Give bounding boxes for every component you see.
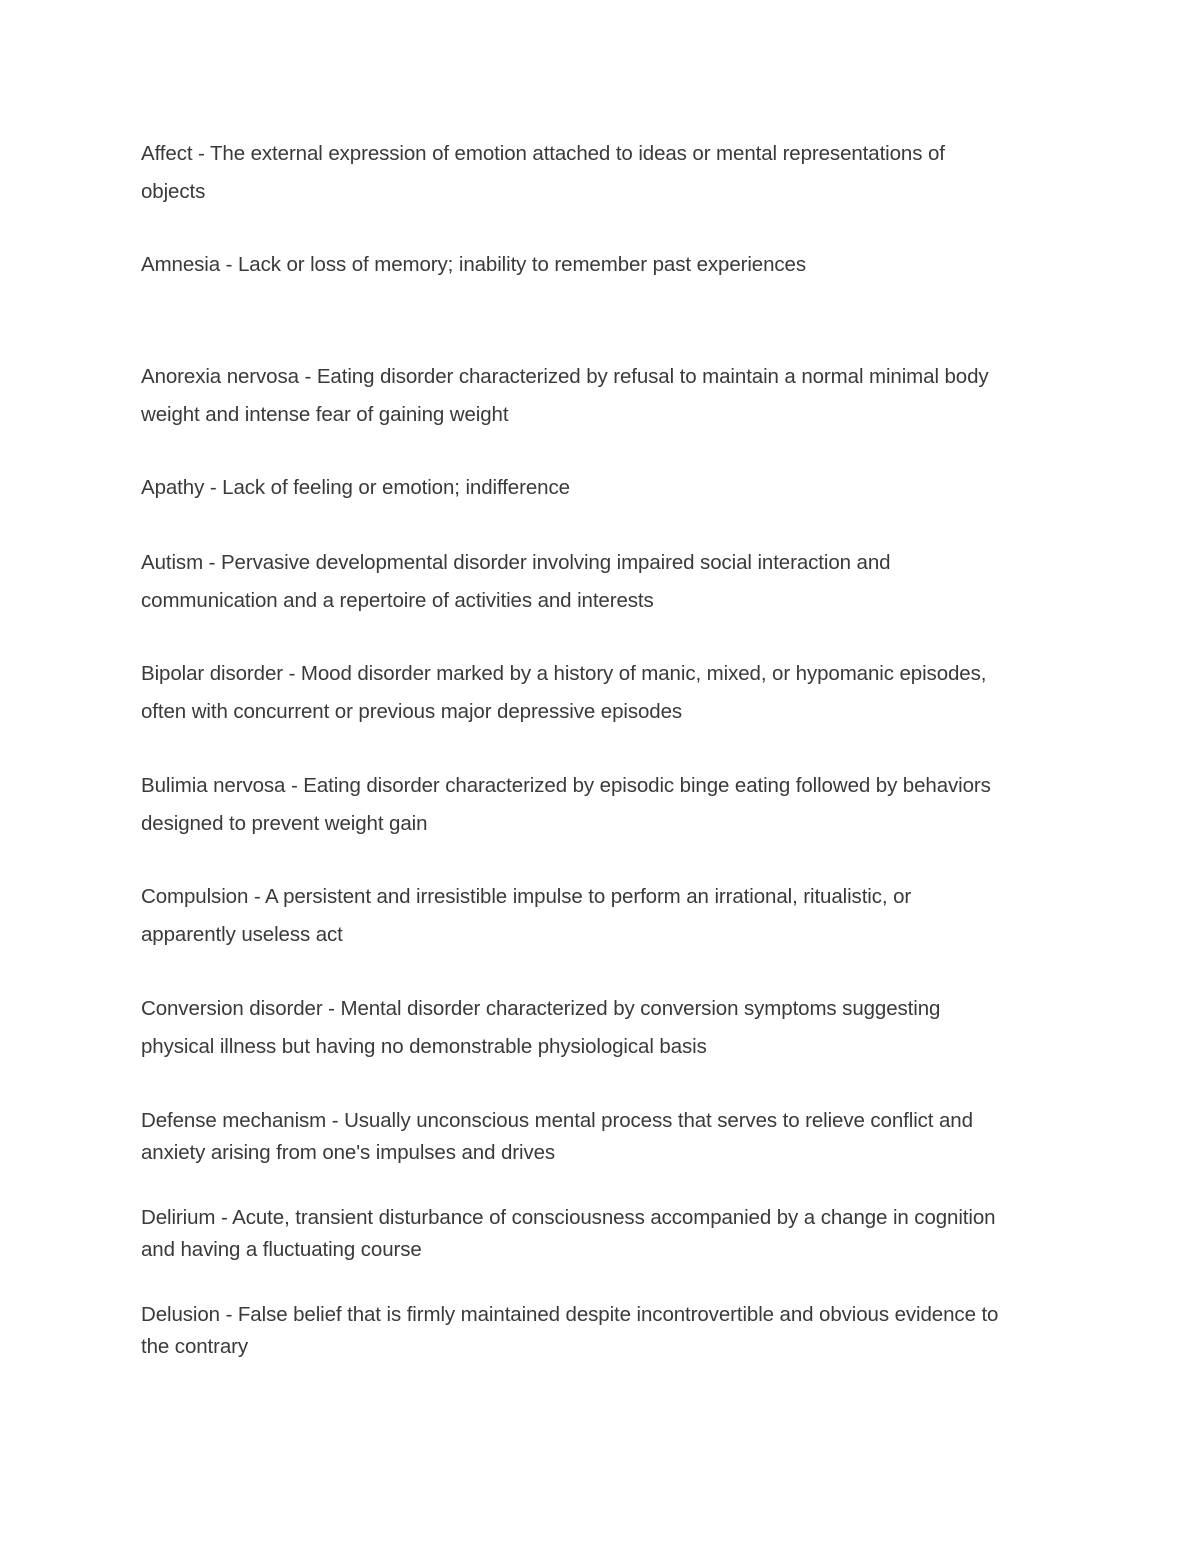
glossary-entry-autism: Autism - Pervasive developmental disorder involving impaired social interaction and communication and a repertoire of activities and interests <box>141 551 891 612</box>
glossary-entry-delirium: Delirium - Acute, transient disturbance of consciousness accompanied by a change in cognition and having a fluctuating course <box>141 1206 996 1261</box>
glossary-entry-affect: Affect - The external expression of emotion attached to ideas or mental representations of objects <box>141 142 945 203</box>
glossary-entry-amnesia: Amnesia - Lack or loss of memory; inability to remember past experiences <box>141 253 807 276</box>
glossary-entry-apathy: Apathy - Lack of feeling or emotion; indifference <box>141 476 570 499</box>
glossary-entry-defense-mechanism: Defense mechanism - Usually unconscious mental process that serves to relieve conflict and anxiety arising from one's impulses and drives <box>141 1109 973 1164</box>
glossary-entry-bulimia-nervosa: Bulimia nervosa - Eating disorder characterized by episodic binge eating followed by behaviors designed to prevent weight gain <box>141 774 991 835</box>
glossary-entry-conversion-disorder: Conversion disorder - Mental disorder characterized by conversion symptoms suggesting physical illness but having no demonstrable physiological basis <box>141 997 941 1058</box>
glossary-entry-delusion: Delusion - False belief that is firmly maintained despite incontrovertible and obvious evidence to the contrary <box>141 1303 999 1358</box>
glossary-entry-compulsion: Compulsion - A persistent and irresistible impulse to perform an irrational, ritualistic, or apparently useless act <box>141 885 912 946</box>
glossary-entry-bipolar-disorder: Bipolar disorder - Mood disorder marked by a history of manic, mixed, or hypomanic episodes, often with concurrent or previous major depressive episodes <box>141 662 987 723</box>
glossary-entry-anorexia-nervosa: Anorexia nervosa - Eating disorder characterized by refusal to maintain a normal minimal body weight and intense fear of gaining weight <box>141 365 989 426</box>
